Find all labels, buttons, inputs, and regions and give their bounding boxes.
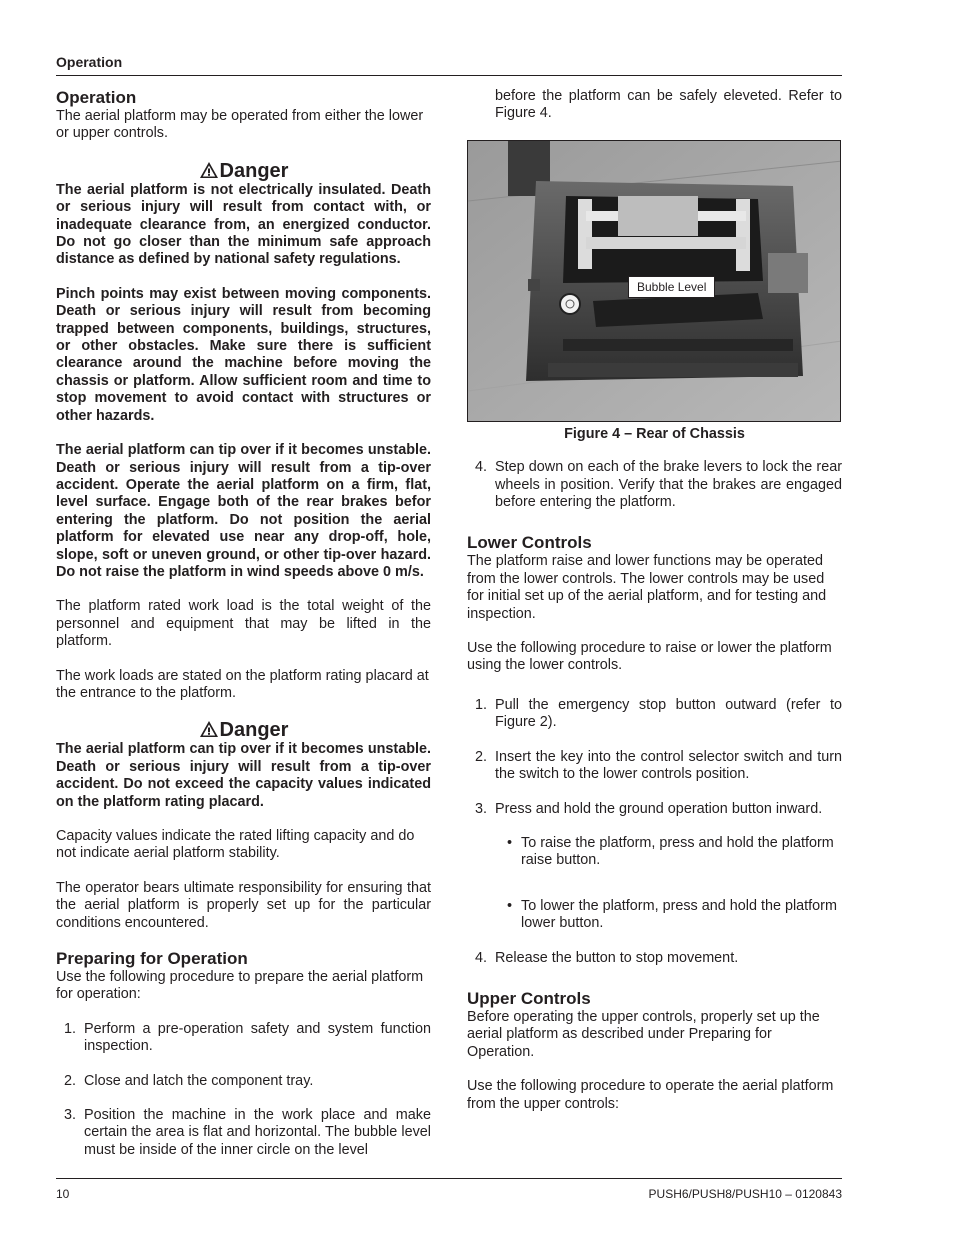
lower-controls-steps (467, 697, 842, 818)
step3-continuation (467, 88, 842, 123)
upper-controls-procedure: Use the following procedure to operate the aerial platform from the upper controls: (467, 1078, 834, 1112)
right-column (467, 88, 842, 1130)
list-item: • To lower the platform, press and hold the platform lower button. (507, 897, 837, 932)
danger-pinch-text: Pinch points may exist between moving components. Death or serious injury will result from becoming trapped between components, buildings, structures, or other obstacles. Make sure there is sufficient clearance around the machine before moving the chassis or platform. Allow sufficient room and time to stop movement to avoid contact with structures or other hazards. (56, 285, 431, 424)
operation-intro: The aerial platform may be operated from either the lower or upper controls. (56, 108, 424, 142)
operation-heading: Operation (56, 88, 137, 107)
page-number: 10 (56, 1187, 70, 1201)
warning-triangle-icon (199, 161, 219, 179)
list-item: 3. Position the machine in the work place and make certain the area is flat and horizontal. The bubble level must be inside of the inner circle on the level (64, 1107, 431, 1158)
figure-caption: Figure 4 – Rear of Chassis (564, 425, 745, 442)
list-item: 4. Release the button to stop movement. (475, 949, 739, 966)
danger-label-2: Danger (219, 719, 289, 742)
platform-direction-bullets (507, 835, 842, 933)
lower-controls-heading: Lower Controls (467, 533, 592, 553)
danger-heading-1 (56, 160, 431, 182)
list-item: before the platform can be safely eleveted. Refer to Figure 4. (495, 88, 842, 122)
left-column (56, 88, 431, 1176)
lower-controls-final-step (467, 950, 842, 967)
work-load-text: The platform rated work load is the total weight of the personnel and equipment that may be lifted in the platform. (56, 598, 431, 650)
list-item: 3. Press and hold the ground operation button inward. (475, 800, 823, 817)
work-load-placard-text: The work loads are stated on the platform rating placard at the entrance to the platform. (56, 667, 429, 701)
list-item: 4. Step down on each of the brake levers to lock the rear wheels in position. Verify that the brakes are engaged before entering the platform. (475, 459, 842, 511)
danger-heading-2 (56, 719, 431, 741)
danger-electrical-text: The aerial platform is not electrically insulated. Death or serious injury will result from contact with, or inadequate clearance from, an energized conductor. Do not go closer than the minimum safe approach distance as defined by national safety regulations. (56, 181, 431, 268)
list-item: 2. Close and latch the component tray. (64, 1072, 314, 1089)
danger-label-1: Danger (219, 159, 289, 182)
document-id: PUSH6/PUSH8/PUSH10 – 0120843 (648, 1187, 842, 1201)
list-item: 1. Pull the emergency stop button outward (refer to Figure 2). (475, 696, 842, 731)
upper-controls-intro: Before operating the upper controls, properly set up the aerial platform as described under Preparing for Operation. (467, 1008, 820, 1060)
list-item: 2. Insert the key into the control selector switch and turn the switch to the lower controls position. (475, 748, 842, 783)
danger-capacity-text: The aerial platform can tip over if it becomes unstable. Death or serious injury will result from a tip-over accident. Do not exceed the capacity values indicated on the platform rating placard. (56, 741, 431, 810)
preparing-heading: Preparing for Operation (56, 949, 248, 969)
step4-list (467, 459, 842, 511)
running-header: Operation (56, 54, 123, 70)
bubble-level-callout: Bubble Level (628, 276, 715, 298)
chassis-photo (467, 140, 841, 422)
preparing-steps (56, 1021, 431, 1159)
lower-controls-intro: The platform raise and lower functions may be operated from the lower controls. The lower controls may be used for initial set up of the aerial platform, and for testing and inspection. (467, 553, 827, 622)
header-rule (56, 75, 842, 76)
list-item: • To raise the platform, press and hold the platform raise button. (507, 834, 834, 869)
danger-tipover-text: The aerial platform can tip over if it becomes unstable. Death or serious injury will result from a tip-over accident. Operate the aerial platform on a firm, flat, level surface. Engage both of the rear brakes befor entering the platform. Do not position the aerial platform for elevated use near any drop-off, hole, slope, soft or uneven ground, or other tip-over hazard. Do not raise the platform in wind speeds above 0 m/s. (56, 442, 431, 580)
responsibility-text: The operator bears ultimate responsibility for ensuring that the aerial platform is properly set up for the particular conditions encountered. (56, 879, 431, 931)
warning-triangle-icon (199, 720, 219, 738)
list-item: 1. Perform a pre-operation safety and system function inspection. (64, 1020, 431, 1055)
upper-controls-heading: Upper Controls (467, 988, 591, 1008)
preparing-intro: Use the following procedure to prepare the aerial platform for operation: (56, 969, 424, 1003)
footer-rule (56, 1178, 842, 1179)
capacity-text: Capacity values indicate the rated lifting capacity and do not indicate aerial platform stability. (56, 828, 415, 862)
lower-controls-procedure: Use the following procedure to raise or lower the platform using the lower controls. (467, 640, 832, 674)
